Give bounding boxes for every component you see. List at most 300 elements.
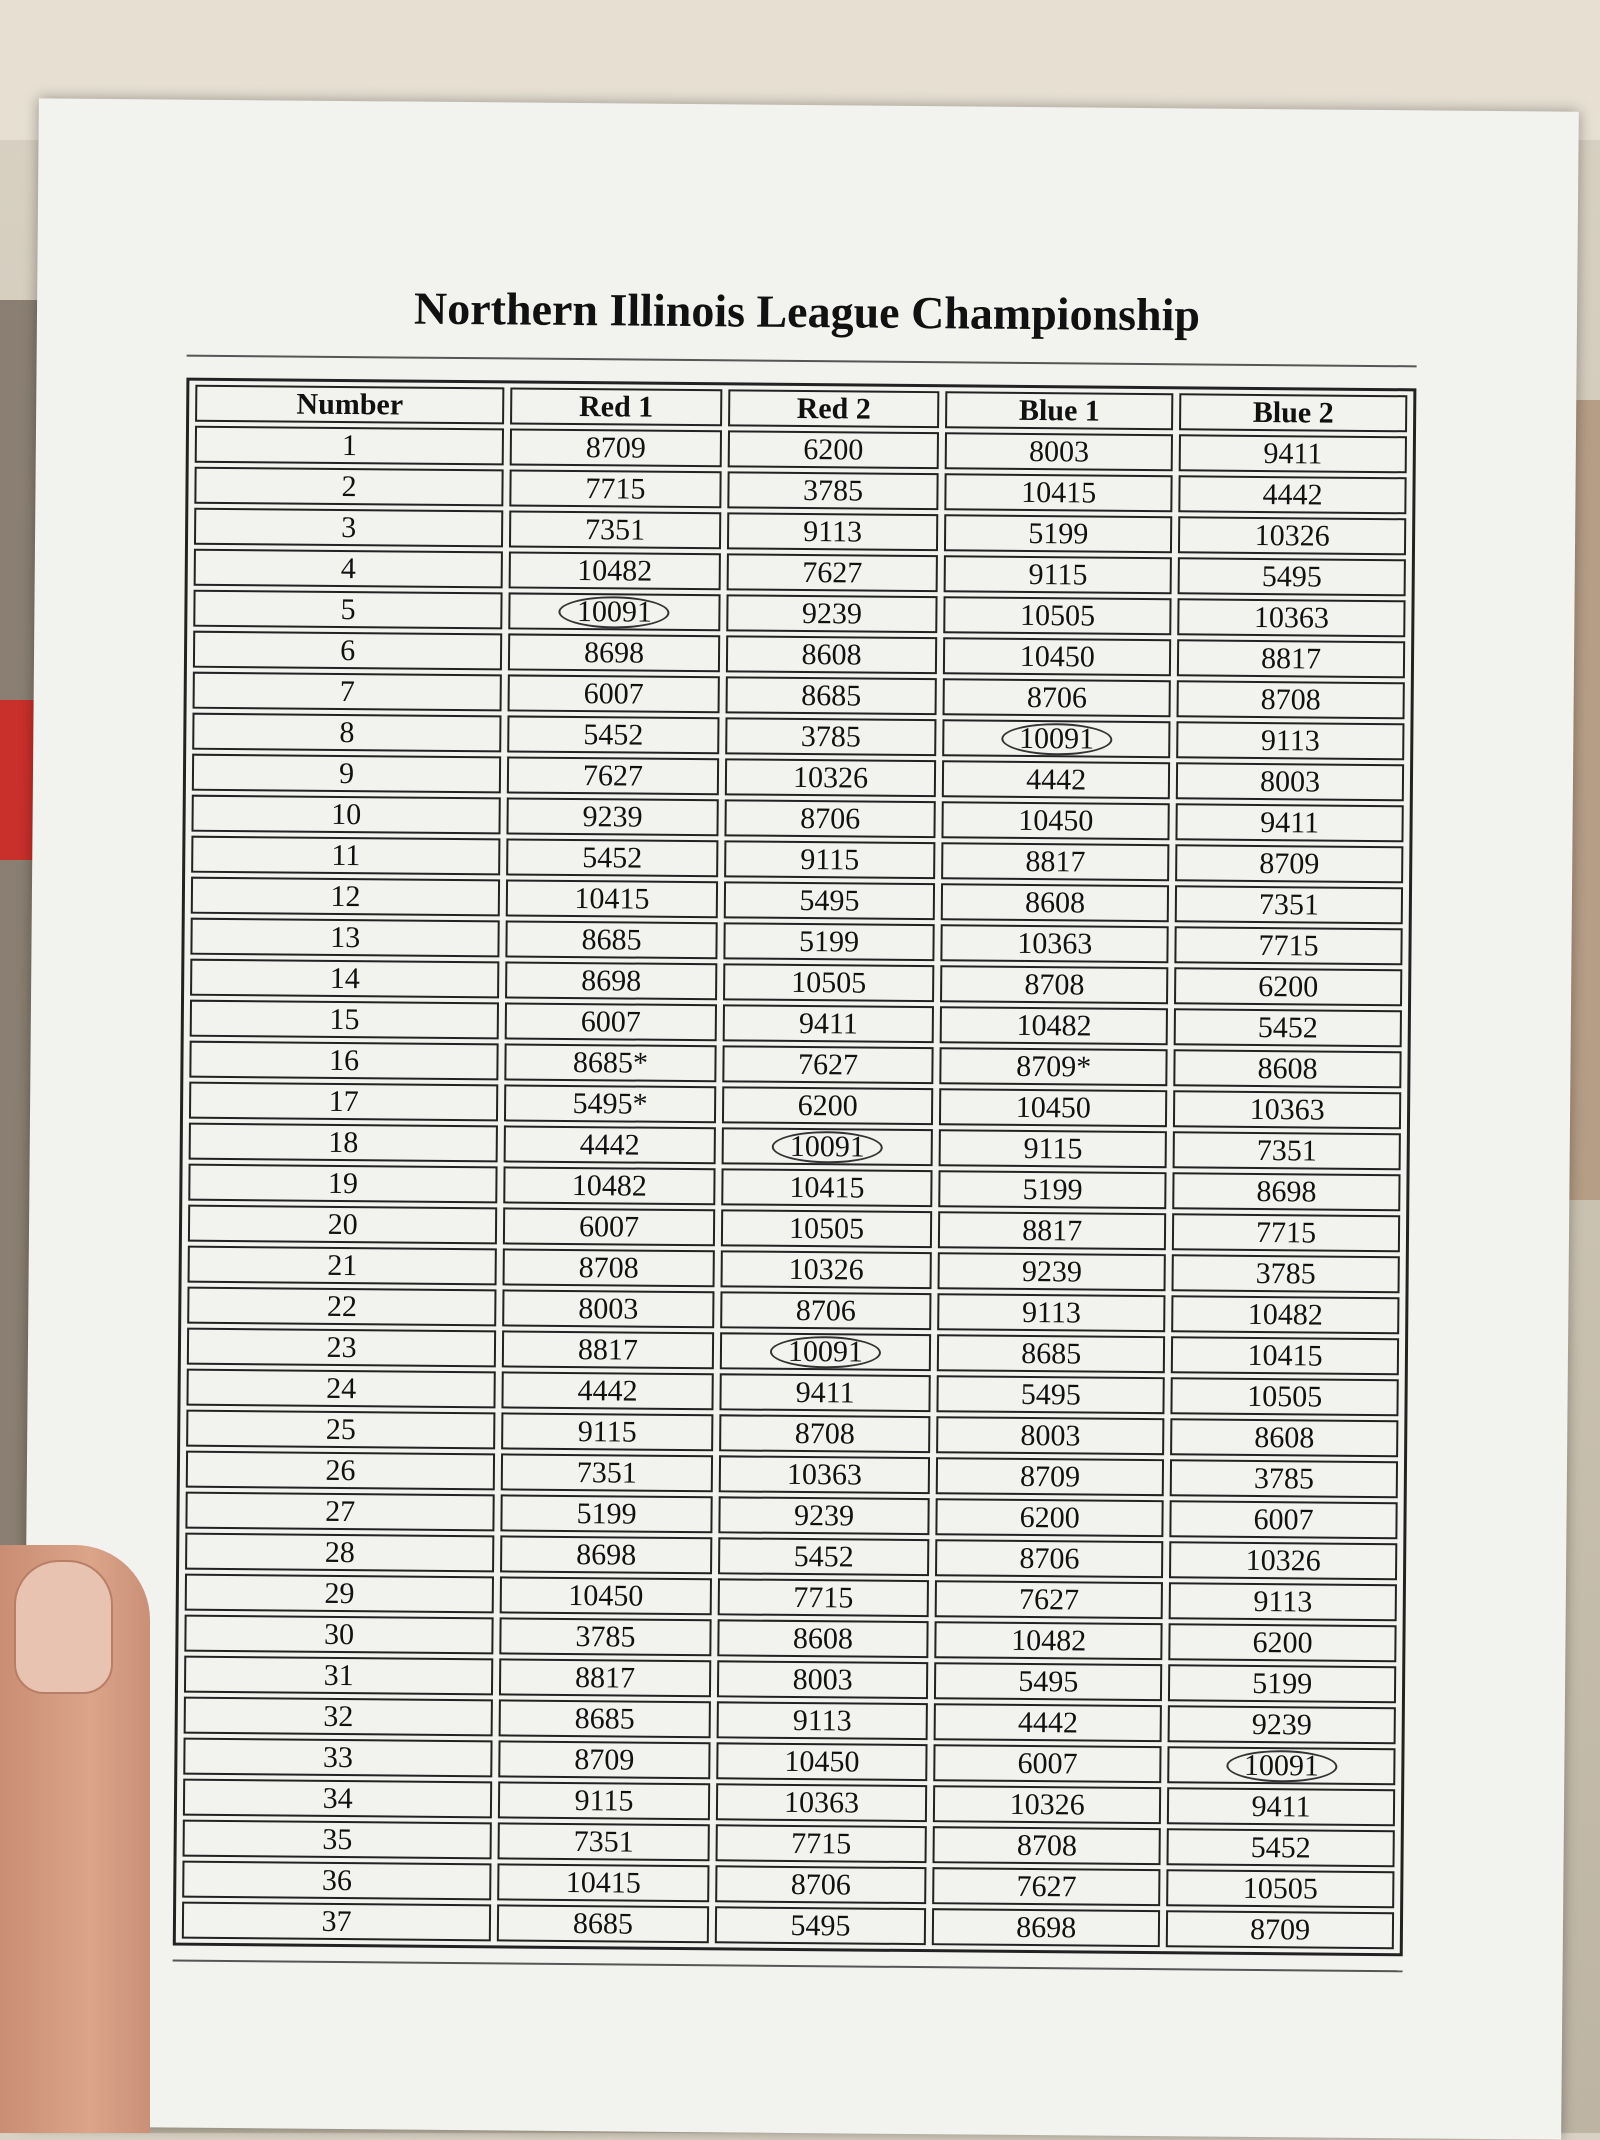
cell-red2 — [724, 799, 936, 838]
table-row — [187, 1328, 1399, 1376]
cell-value: 10482 — [1016, 1008, 1092, 1043]
cell-number — [191, 877, 501, 917]
cell-blue1 — [933, 1826, 1161, 1865]
cell-value: 10326 — [792, 760, 869, 795]
cell-blue2 — [1170, 1500, 1398, 1539]
cell-blue2 — [1171, 1377, 1399, 1416]
header-blue-2: Blue 2 — [1179, 393, 1407, 432]
cell-value: 3785 — [802, 474, 864, 508]
cell-red2 — [715, 1906, 927, 1945]
cell-value: 5495 — [790, 1908, 851, 1943]
table-row — [185, 1492, 1397, 1540]
cell-red1 — [507, 756, 719, 795]
cell-blue2 — [1178, 557, 1406, 596]
cell-value: 3785 — [1253, 1461, 1315, 1496]
cell-number — [188, 1205, 498, 1245]
cell-value: 22 — [326, 1289, 358, 1324]
cell-blue1 — [937, 1293, 1165, 1332]
cell-blue2 — [1168, 1664, 1396, 1703]
cell-value: 8685 — [574, 1702, 635, 1736]
cell-value: 8698 — [583, 636, 645, 670]
table-row — [186, 1410, 1398, 1458]
cell-blue2 — [1174, 967, 1402, 1006]
cell-number — [193, 590, 503, 630]
header-number: Number — [195, 385, 505, 425]
cell-red1 — [506, 838, 718, 877]
cell-blue1 — [935, 1580, 1163, 1619]
cell-value: 8608 — [1254, 1420, 1315, 1455]
cell-value: 6 — [340, 633, 356, 668]
table-row — [186, 1369, 1398, 1417]
cell-number — [186, 1451, 496, 1491]
cell-value: 8709 — [585, 431, 646, 465]
cell-blue1 — [934, 1662, 1162, 1701]
cell-value: 9411 — [795, 1375, 855, 1410]
cell-value: 10482 — [571, 1169, 648, 1203]
cell-value: 7627 — [802, 556, 863, 590]
cell-number — [188, 1246, 498, 1286]
cell-blue2 — [1175, 885, 1403, 924]
cell-number — [185, 1533, 495, 1573]
cell-blue2 — [1175, 926, 1403, 965]
cell-value: 4442 — [1026, 762, 1087, 797]
cell-blue1 — [934, 1703, 1162, 1742]
cell-value: 3785 — [575, 1620, 636, 1654]
cell-red1 — [498, 1781, 710, 1820]
cell-value: 9411 — [1263, 437, 1323, 471]
table-row — [193, 672, 1405, 720]
cell-value: 8685 — [581, 923, 642, 957]
cell-value: 5495* — [572, 1087, 648, 1121]
cell-red1 — [509, 510, 721, 549]
cell-number — [187, 1328, 497, 1368]
cell-blue2 — [1176, 803, 1404, 842]
cell-blue1 — [940, 1006, 1168, 1045]
cell-blue2 — [1170, 1459, 1398, 1498]
cell-red1 — [506, 879, 718, 918]
cell-red1 — [510, 428, 722, 467]
cell-red2 — [717, 1619, 929, 1658]
cell-value: 18 — [328, 1125, 359, 1160]
cell-value: 8708 — [1016, 1828, 1078, 1863]
cell-value: 25 — [325, 1412, 357, 1447]
cell-value: 15 — [329, 1002, 360, 1037]
cell-value: 6200 — [1258, 969, 1319, 1004]
cell-red2 — [727, 512, 939, 551]
cell-red2 — [726, 553, 938, 592]
cell-red2 — [719, 1414, 931, 1453]
cell-red1 — [503, 1166, 715, 1205]
table-row — [195, 426, 1407, 474]
cell-value: 8685 — [572, 1907, 634, 1941]
cell-red2 — [724, 881, 936, 920]
table-row — [188, 1205, 1400, 1253]
cell-value: 1 — [341, 428, 358, 463]
cell-value: 5495 — [1018, 1664, 1079, 1699]
cell-number — [194, 549, 504, 589]
cell-blue1 — [940, 1047, 1168, 1086]
cell-red2 — [722, 1004, 934, 1043]
cell-red1 — [498, 1822, 710, 1861]
cell-blue2 — [1169, 1582, 1397, 1621]
cell-value: 8698 — [1016, 1910, 1077, 1945]
cell-blue2 — [1173, 1090, 1401, 1129]
table-row — [190, 959, 1402, 1007]
cell-value: 7351 — [576, 1456, 638, 1490]
cell-red2 — [720, 1250, 932, 1289]
cell-value: 7627 — [582, 759, 644, 793]
cell-value: 3785 — [800, 719, 862, 754]
cell-value: 9411 — [1251, 1789, 1311, 1824]
cell-blue1 — [943, 637, 1171, 676]
cell-value: 6200 — [797, 1088, 858, 1123]
table-row — [192, 713, 1404, 761]
cell-blue2 — [1172, 1172, 1400, 1211]
table-row — [186, 1451, 1398, 1499]
table-row — [188, 1164, 1400, 1212]
cell-value: 8709 — [1249, 1912, 1311, 1947]
cell-red2 — [720, 1332, 932, 1371]
cell-blue1 — [943, 678, 1171, 717]
cell-red2 — [718, 1496, 930, 1535]
table-row — [182, 1861, 1394, 1909]
cell-value: 5495 — [1261, 560, 1322, 594]
cell-blue2 — [1174, 1008, 1402, 1047]
cell-red1 — [498, 1740, 710, 1779]
cell-number — [186, 1369, 496, 1409]
cell-value: 6007 — [580, 1005, 641, 1039]
table-row — [190, 1000, 1402, 1048]
cell-value: 28 — [324, 1535, 355, 1570]
cell-value: 10415 — [1021, 475, 1097, 510]
cell-blue2 — [1178, 475, 1406, 514]
cell-value: 8708 — [578, 1251, 639, 1285]
cell-blue1 — [942, 719, 1170, 758]
cell-red1 — [502, 1330, 714, 1369]
cell-value: 10363 — [1249, 1092, 1325, 1127]
cell-value: 8608 — [792, 1621, 854, 1656]
cell-red2 — [720, 1291, 932, 1330]
cell-value: 6200 — [803, 433, 864, 467]
cell-red1 — [503, 1207, 715, 1246]
cell-blue2 — [1171, 1295, 1399, 1334]
cell-value: 6007 — [1017, 1746, 1078, 1781]
cell-value: 8608 — [801, 637, 862, 672]
table-row — [182, 1902, 1394, 1950]
cell-value: 8706 — [1026, 680, 1088, 715]
cell-value: 10482 — [577, 554, 653, 588]
cell-value: 17 — [328, 1084, 359, 1119]
cell-value: 5199 — [1252, 1666, 1313, 1701]
cell-value: 10363 — [786, 1457, 863, 1492]
cell-blue1 — [936, 1498, 1164, 1537]
cell-blue2 — [1166, 1910, 1394, 1949]
cell-value: 8608 — [1257, 1051, 1318, 1086]
cell-blue1 — [941, 924, 1169, 963]
cell-value: 5199 — [576, 1497, 637, 1531]
cell-value: 7715 — [1258, 928, 1319, 963]
circled-team-number: 10091 — [770, 1336, 881, 1369]
cell-red2 — [717, 1578, 929, 1617]
cell-value: 8685 — [801, 678, 862, 713]
cell-blue2 — [1173, 1049, 1401, 1088]
table-row — [188, 1246, 1400, 1294]
cell-blue2 — [1173, 1131, 1401, 1170]
cell-value: 29 — [324, 1576, 355, 1611]
table-row — [190, 918, 1402, 966]
cell-number — [191, 836, 501, 876]
cell-red2 — [722, 1086, 934, 1125]
table-row — [191, 795, 1403, 843]
cell-red1 — [500, 1535, 712, 1574]
cell-value: 10505 — [788, 1211, 865, 1246]
circled-team-number: 10091 — [772, 1131, 883, 1164]
cell-blue1 — [939, 1088, 1167, 1127]
circled-team-number: 10091 — [559, 596, 670, 629]
cell-number — [194, 508, 504, 548]
cell-number — [182, 1902, 492, 1942]
cell-blue2 — [1177, 598, 1405, 637]
cell-value: 9239 — [801, 596, 863, 631]
schedule-sheet — [21, 98, 1579, 2139]
cell-red2 — [726, 635, 938, 674]
cell-value: 5199 — [1022, 1172, 1083, 1207]
cell-number — [184, 1656, 494, 1696]
cell-value: 8706 — [795, 1293, 857, 1328]
cell-blue1 — [940, 965, 1168, 1004]
cell-value: 5495 — [799, 883, 860, 918]
cell-red2 — [723, 922, 935, 961]
table-row — [184, 1656, 1396, 1704]
table-row — [194, 549, 1406, 597]
cell-value: 11 — [331, 838, 361, 873]
cell-blue1 — [942, 760, 1170, 799]
table-row — [194, 508, 1406, 556]
cell-red2 — [715, 1824, 927, 1863]
cell-value: 31 — [323, 1658, 354, 1693]
cell-value: 8003 — [1259, 765, 1321, 799]
cell-value: 9411 — [798, 1006, 858, 1041]
cell-value: 8698 — [1256, 1174, 1317, 1209]
cell-blue1 — [944, 514, 1172, 553]
cell-value: 33 — [322, 1740, 354, 1775]
cell-value: 9411 — [1260, 806, 1320, 840]
cell-blue1 — [937, 1375, 1165, 1414]
cell-blue1 — [935, 1539, 1163, 1578]
cell-value: 10326 — [788, 1252, 864, 1287]
cell-value: 4442 — [577, 1374, 638, 1408]
cell-value: 5199 — [798, 924, 860, 959]
cell-value: 10450 — [1015, 1090, 1091, 1125]
cell-value: 30 — [323, 1617, 355, 1652]
cell-value: 7627 — [1016, 1869, 1077, 1904]
cell-blue1 — [936, 1457, 1164, 1496]
table-row — [194, 467, 1406, 515]
cell-value: 3785 — [1255, 1256, 1316, 1291]
cell-blue1 — [935, 1621, 1163, 1660]
cell-red1 — [497, 1863, 709, 1902]
cell-value: 9113 — [792, 1703, 852, 1738]
cell-value: 10505 — [1019, 598, 1096, 633]
cell-blue2 — [1167, 1828, 1395, 1867]
cell-value: 3 — [341, 510, 357, 545]
cell-value: 8706 — [800, 801, 861, 836]
cell-value: 35 — [322, 1822, 353, 1857]
cell-number — [185, 1574, 495, 1614]
cell-number — [191, 795, 501, 835]
cell-number — [189, 1082, 499, 1122]
cell-red1 — [500, 1617, 712, 1656]
cell-value: 8708 — [1260, 683, 1321, 717]
table-row — [191, 836, 1403, 884]
cell-value: 8709 — [1019, 1459, 1081, 1494]
cell-blue2 — [1176, 762, 1404, 801]
cell-blue1 — [945, 432, 1173, 471]
cell-value: 10415 — [789, 1170, 865, 1205]
header-row — [195, 385, 1407, 433]
cell-value: 10505 — [1247, 1379, 1323, 1414]
cell-value: 24 — [326, 1371, 357, 1406]
cell-number — [183, 1820, 493, 1860]
cell-number — [193, 631, 503, 671]
cell-value: 10363 — [783, 1785, 860, 1820]
cell-value: 4 — [340, 551, 357, 586]
cell-number — [190, 959, 500, 999]
cell-value: 10505 — [1242, 1871, 1319, 1906]
cell-blue1 — [933, 1785, 1161, 1824]
cell-value: 8003 — [1028, 434, 1090, 469]
cell-red2 — [727, 471, 939, 510]
cell-value: 8708 — [794, 1416, 855, 1451]
cell-red1 — [505, 1002, 717, 1041]
table-row — [184, 1615, 1396, 1663]
cell-value: 9239 — [582, 800, 643, 834]
cell-blue1 — [938, 1252, 1166, 1291]
table-row — [184, 1697, 1396, 1745]
cell-red1 — [501, 1494, 713, 1533]
cell-red1 — [507, 715, 719, 754]
cell-blue2 — [1170, 1418, 1398, 1457]
cell-value: 8003 — [1020, 1418, 1081, 1453]
cell-blue2 — [1169, 1541, 1397, 1580]
cell-number — [189, 1123, 499, 1163]
cell-value: 6200 — [1019, 1500, 1080, 1535]
cell-value: 10415 — [565, 1865, 641, 1900]
cell-value: 8 — [339, 715, 355, 750]
cell-blue2 — [1176, 721, 1404, 760]
header-red-1: Red 1 — [510, 387, 722, 426]
cell-value: 9239 — [1251, 1707, 1312, 1742]
cell-value: 4442 — [1017, 1705, 1079, 1740]
cell-value: 7715 — [585, 472, 646, 506]
cell-value: 19 — [327, 1166, 359, 1201]
cell-blue2 — [1179, 434, 1407, 473]
cell-value: 5452 — [793, 1539, 854, 1574]
cell-value: 8817 — [1022, 1213, 1083, 1248]
cell-value: 8817 — [1260, 642, 1322, 676]
cell-red1 — [509, 551, 721, 590]
cell-red1 — [501, 1412, 713, 1451]
cell-number — [188, 1164, 498, 1204]
cell-blue2 — [1168, 1623, 1396, 1662]
cell-number — [190, 918, 500, 958]
cell-red1 — [507, 797, 719, 836]
cell-red2 — [724, 840, 936, 879]
cell-red2 — [726, 594, 938, 633]
cell-value: 7627 — [797, 1047, 859, 1082]
cell-value: 9113 — [1021, 1295, 1082, 1330]
cell-value: 7351 — [1256, 1133, 1317, 1168]
cell-value: 8817 — [1025, 844, 1086, 879]
cell-value: 9115 — [577, 1415, 637, 1449]
cell-value: 8003 — [792, 1662, 853, 1697]
cell-value: 8685 — [1021, 1336, 1082, 1371]
cell-value: 8698 — [576, 1538, 637, 1572]
table-row — [187, 1287, 1399, 1335]
cell-number — [193, 672, 503, 712]
cell-blue1 — [944, 596, 1172, 635]
cell-red1 — [503, 1248, 715, 1287]
cell-number — [183, 1738, 493, 1778]
cell-blue2 — [1178, 516, 1406, 555]
cell-blue1 — [934, 1744, 1162, 1783]
cell-value: 13 — [330, 920, 361, 955]
cell-red1 — [502, 1289, 714, 1328]
cell-red2 — [716, 1742, 928, 1781]
cell-value: 6200 — [1252, 1625, 1313, 1660]
cell-number — [190, 1000, 500, 1040]
cell-blue1 — [932, 1908, 1160, 1947]
cell-value: 9239 — [793, 1498, 855, 1533]
cell-value: 12 — [330, 879, 361, 914]
cell-value: 7627 — [1018, 1582, 1080, 1617]
cell-value: 10326 — [1254, 518, 1330, 553]
table-row — [183, 1820, 1395, 1868]
cell-red2 — [721, 1127, 933, 1166]
cell-red2 — [717, 1660, 929, 1699]
cell-value: 9115 — [1023, 1131, 1083, 1166]
cell-red2 — [716, 1783, 928, 1822]
cell-blue2 — [1177, 680, 1405, 719]
cell-value: 9113 — [803, 515, 863, 549]
table-row — [191, 877, 1403, 925]
cell-value: 8709* — [1016, 1049, 1092, 1084]
cell-blue1 — [938, 1211, 1166, 1250]
cell-blue1 — [939, 1170, 1167, 1209]
cell-value: 9115 — [574, 1784, 634, 1818]
cell-red1 — [500, 1576, 712, 1615]
cell-red1 — [508, 592, 720, 631]
cell-value: 8003 — [578, 1292, 639, 1326]
cell-number — [186, 1410, 496, 1450]
header-blue-1: Blue 1 — [945, 391, 1173, 430]
cell-red1 — [505, 961, 717, 1000]
thumbnail — [14, 1560, 113, 1694]
cell-value: 34 — [322, 1781, 353, 1816]
circled-team-number: 10091 — [1001, 723, 1112, 756]
cell-value: 5452 — [583, 718, 644, 752]
cell-value: 9115 — [1028, 557, 1088, 592]
cell-value: 10450 — [568, 1578, 644, 1613]
cell-value: 26 — [325, 1453, 356, 1488]
cell-red2 — [715, 1865, 927, 1904]
cell-blue2 — [1168, 1705, 1396, 1744]
cell-value: 23 — [326, 1330, 357, 1365]
cell-value: 6007 — [583, 677, 644, 711]
cell-value: 36 — [321, 1863, 353, 1898]
cell-number — [189, 1041, 499, 1081]
cell-red1 — [504, 1084, 716, 1123]
